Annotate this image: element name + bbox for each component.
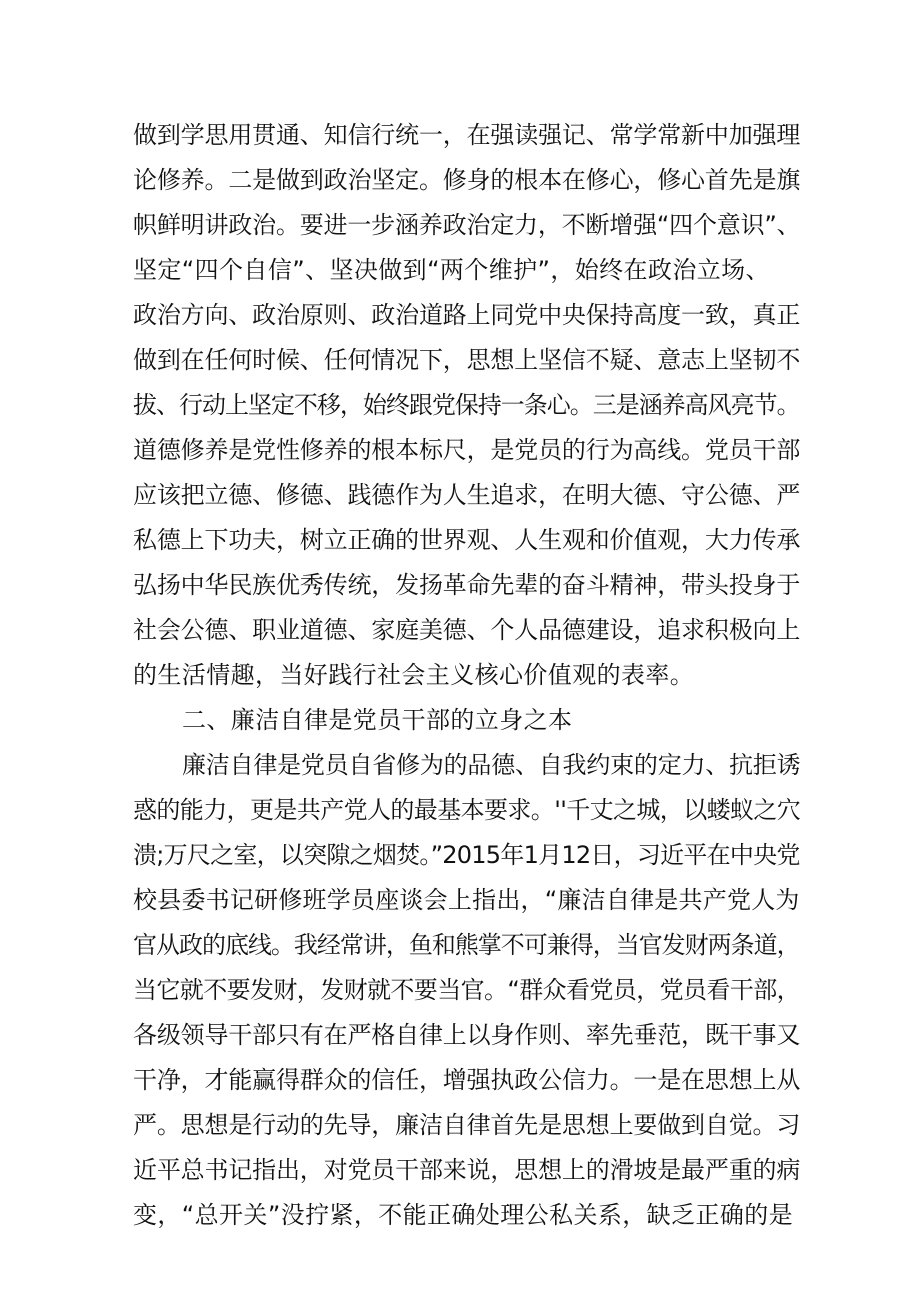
text-line: 当它就不要发财，发财就不要当官。“群众看党员，党员看干部， bbox=[133, 976, 801, 1004]
text-line: 拔、行动上坚定不移，始终跟党保持一条心。三是涵养高风亮节。 bbox=[133, 391, 800, 419]
text-line: 廉洁自律是党员自省修为的品德、自我约束的定力、抗拒诱 bbox=[182, 751, 801, 779]
text-line: 私德上下功夫，树立正确的世界观、人生观和价值观，大力传承 bbox=[133, 526, 801, 554]
text-line: 弘扬中华民族优秀传统，发扬革命先辈的奋斗精神，带头投身于 bbox=[133, 571, 801, 599]
text-line: 惑的能力，更是共产党人的最基本要求。''千丈之城，以蝼蚁之穴 bbox=[133, 796, 801, 824]
section-heading: 二、廉洁自律是党员干部的立身之本 bbox=[182, 706, 573, 734]
text-line: 干净，才能赢得群众的信任，增强执政公信力。一是在思想上从 bbox=[133, 1066, 801, 1094]
text-line: 的生活情趣，当好践行社会主义核心价值观的表率。 bbox=[133, 661, 695, 689]
text-line: 做到在任何时候、任何情况下，思想上坚信不疑、意志上坚韧不 bbox=[133, 346, 801, 374]
text-line: 道德修养是党性修养的根本标尺，是党员的行为高线。党员干部 bbox=[133, 436, 801, 464]
text-line: 社会公德、职业道德、家庭美德、个人品德建设，追求积极向上 bbox=[133, 616, 801, 644]
text-line: 帜鲜明讲政治。要进一步涵养政治定力，不断增强“四个意识”、 bbox=[133, 211, 801, 239]
text-line: 严。思想是行动的先导，廉洁自律首先是思想上要做到自觉。习 bbox=[133, 1111, 801, 1139]
text-line: 近平总书记指出，对党员干部来说，思想上的滑坡是最严重的病 bbox=[133, 1156, 801, 1184]
text-line: 溃;万尺之室，以突隙之烟焚。”2015年1月12日，习近平在中央党 bbox=[133, 841, 800, 869]
text-line: 各级领导干部只有在严格自律上以身作则、率先垂范，既干事又 bbox=[133, 1021, 801, 1049]
text-line: 变，“总开关”没拧紧，不能正确处理公私关系，缺乏正确的是 bbox=[133, 1201, 794, 1229]
text-line: 应该把立德、修德、践德作为人生追求，在明大德、守公德、严 bbox=[133, 481, 801, 509]
text-line: 坚定“四个自信”、坚决做到“两个维护”，始终在政治立场、 bbox=[133, 256, 770, 284]
text-line: 官从政的底线。我经常讲，鱼和熊掌不可兼得，当官发财两条道， bbox=[133, 931, 800, 959]
text-line: 校县委书记研修班学员座谈会上指出，“廉洁自律是共产党人为 bbox=[133, 886, 800, 914]
text-line: 政治方向、政治原则、政治道路上同党中央保持高度一致，真正 bbox=[133, 301, 801, 329]
text-line: 做到学思用贯通、知信行统一，在强读强记、常学常新中加强理 bbox=[133, 121, 801, 149]
text-line: 论修养。二是做到政治坚定。修身的根本在修心，修心首先是旗 bbox=[133, 166, 801, 194]
